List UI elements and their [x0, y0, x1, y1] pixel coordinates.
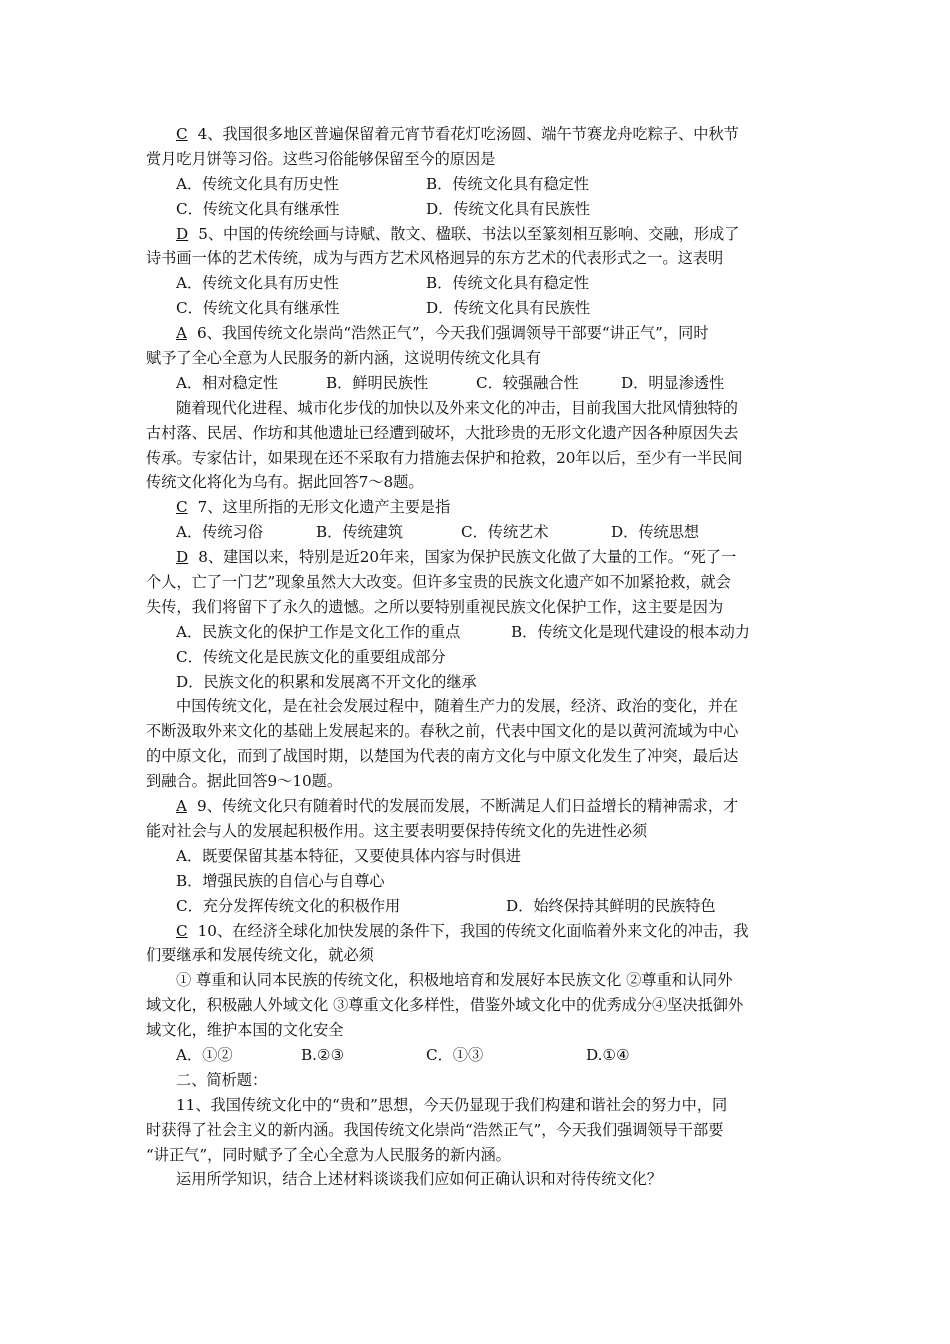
- question-4-stem: C 4、我国很多地区普遍保留着元宵节看花灯吃汤圆、端午节赛龙舟吃粽子、中秋节: [176, 125, 739, 143]
- option-a: A．①②: [176, 1045, 233, 1064]
- question-9-stem-cont: 能对社会与人的发展起积极作用。这主要表明要保持传统文化的先进性必须: [146, 821, 648, 840]
- option-c: C．较强融合性: [476, 373, 579, 392]
- question-7-stem: C 7、这里所指的无形文化遗产主要是指: [176, 498, 451, 517]
- question-10-options: [146, 1043, 811, 1068]
- question-8-stem-cont: 个人，亡了一门艺”现象虽然大大改变。但许多宝贵的民族文化遗产如不加紧抢救，就会: [146, 573, 731, 592]
- option-a: A．既要保留其基本特征，又要使具体内容与时俱进: [176, 846, 522, 865]
- option-d: D．传统文化具有民族性: [426, 299, 591, 318]
- option-c: C．①③: [426, 1045, 484, 1064]
- question-10-statements: 域文化，积极融人外域文化 ③尊重文化多样性，借鉴外域文化中的优秀成分④坚决抵御外: [146, 996, 744, 1015]
- option-a: A．传统文化具有历史性: [176, 174, 339, 193]
- option-c: C．充分发挥传统文化的积极作用: [176, 896, 401, 915]
- passage-2-line: 到融合。据此回答9～10题。: [146, 772, 343, 791]
- passage-1-line: 传统文化将化为乌有。据此回答7～8题。: [146, 473, 424, 492]
- passage-2-line: 的中原文化，而到了战国时期，以楚国为代表的南方文化与中原文化发生了冲突，最后达: [146, 747, 739, 766]
- worksheet-page: [146, 122, 811, 1192]
- option-c: C．传统文化是民族文化的重要组成部分: [176, 647, 446, 666]
- question-5-stem-cont: 诗书画一体的艺术传统，成为与西方艺术风格迥异的东方艺术的代表形式之一。这表明: [146, 249, 724, 268]
- option-d: D．传统思想: [611, 523, 700, 542]
- option-d: D．民族文化的积累和发展离不开文化的继承: [176, 672, 477, 691]
- question-5-options: [146, 296, 811, 321]
- option-b: B．鲜明民族性: [326, 373, 429, 392]
- question-6-stem: A 6、我国传统文化崇尚“浩然正气”，今天我们强调领导干部要“讲正气”，同时: [176, 324, 709, 343]
- passage-2-line: 不断汲取外来文化的基础上发展起来的。春秋之前，代表中国文化的是以黄河流域为中心: [146, 722, 739, 741]
- option-a: A．传统文化具有历史性: [176, 274, 339, 293]
- passage-2-line: 中国传统文化，是在社会发展过程中，随着生产力的发展，经济、政治的变化，并在: [176, 697, 738, 716]
- question-5-options: [146, 271, 811, 296]
- answer-mark: A: [176, 797, 187, 816]
- question-11-stem-cont: 时获得了社会主义的新内涵。我国传统文化崇尚“浩然正气”，今天我们强调领导干部要: [146, 1120, 724, 1139]
- question-8-stem: D 8、建国以来，特别是近20年来，国家为保护民族文化做了大量的工作。“死了一: [176, 548, 737, 567]
- option-a: A．相对稳定性: [176, 373, 279, 392]
- option-b: B．增强民族的自信心与自尊心: [176, 871, 385, 890]
- question-5-stem: D 5、中国的传统绘画与诗赋、散文、楹联、书法以至篆刻相互影响、交融，形成了: [176, 224, 740, 243]
- answer-mark: D: [176, 224, 189, 243]
- answer-mark: C: [176, 921, 188, 940]
- option-d: D．始终保持其鲜明的民族特色: [506, 896, 716, 915]
- question-11-stem: 11、我国传统文化中的“贵和”思想，今天仍显现于我们构建和谐社会的努力中，同: [176, 1095, 728, 1114]
- question-11-prompt: 运用所学知识，结合上述材料谈谈我们应如何正确认识和对待传统文化？: [176, 1170, 662, 1189]
- question-11-stem-cont: “讲正气”，同时赋予了全心全意为人民服务的新内涵。: [146, 1145, 511, 1164]
- option-c: C．传统文化具有继承性: [176, 199, 340, 218]
- option-c: C．传统艺术: [461, 523, 549, 542]
- question-10-statements: ① 尊重和认同本民族的传统文化，积极地培育和发展好本民族文化 ②尊重和认同外: [176, 971, 733, 990]
- passage-1-line: 传承。专家估计，如果现在还不采取有力措施去保护和抢救，20年以后，至少有一半民间: [146, 448, 743, 467]
- question-4-stem-cont: 赏月吃月饼等习俗。这些习俗能够保留至今的原因是: [146, 149, 496, 168]
- option-d: D．传统文化具有民族性: [426, 199, 591, 218]
- question-4-options: [146, 197, 811, 222]
- option-b: B．传统文化是现代建设的根本动力: [511, 622, 750, 641]
- option-b: B．传统建筑: [316, 523, 404, 542]
- answer-mark: D: [176, 548, 189, 567]
- option-b: B．传统文化具有稳定性: [426, 274, 590, 293]
- option-a: A．传统习俗: [176, 523, 263, 542]
- question-4-options: [146, 172, 811, 197]
- question-10-stem-cont: 们要继承和发展传统文化，就必须: [146, 946, 374, 965]
- answer-mark: C: [176, 498, 188, 517]
- answer-mark: A: [176, 324, 187, 343]
- question-9-stem: A 9、传统文化只有随着时代的发展而发展，不断满足人们日益增长的精神需求，才: [176, 797, 739, 816]
- question-10-statements: 域文化，维护本国的文化安全: [146, 1021, 344, 1040]
- section-heading: 二、简析题：: [176, 1070, 268, 1089]
- option-c: C．传统文化具有继承性: [176, 299, 340, 318]
- option-a: A．民族文化的保护工作是文化工作的重点: [176, 622, 461, 641]
- passage-1-line: 随着现代化进程、城市化步伐的加快以及外来文化的冲击，目前我国大批风情独特的: [176, 398, 738, 417]
- answer-mark: C: [176, 125, 188, 143]
- option-b: B．传统文化具有稳定性: [426, 174, 590, 193]
- question-8-stem-cont: 失传，我们将留下了永久的遗憾。之所以要特别重视民族文化保护工作，这主要是因为: [146, 597, 724, 616]
- question-7-options: [146, 520, 811, 545]
- option-b: B.②③: [301, 1045, 345, 1064]
- option-d: D.①④: [586, 1045, 630, 1064]
- question-6-stem-cont: 赋予了全心全意为人民服务的新内涵，这说明传统文化具有: [146, 349, 541, 368]
- question-6-options: [146, 371, 811, 396]
- question-8-options: [146, 620, 811, 645]
- passage-1-line: 古村落、民居、作坊和其他遗址已经遭到破坏，大批珍贵的无形文化遗产因各种原因失去: [146, 423, 739, 442]
- option-d: D．明显渗透性: [621, 373, 725, 392]
- question-9-options: [146, 894, 811, 919]
- question-10-stem: C 10、在经济全球化加快发展的条件下，我国的传统文化面临着外来文化的冲击，我: [176, 921, 749, 940]
